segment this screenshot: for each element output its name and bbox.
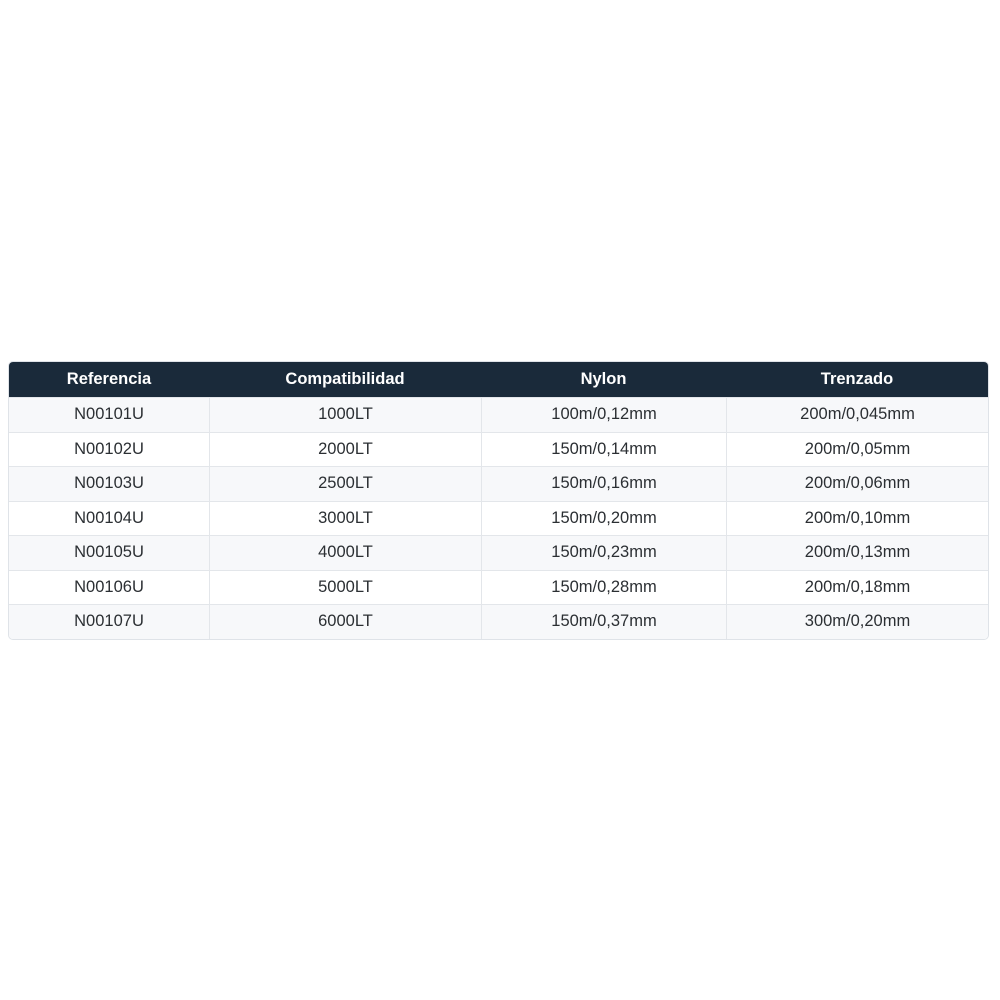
cell-trenzado: 200m/0,05mm (726, 433, 988, 467)
cell-referencia: N00102U (74, 439, 144, 458)
cell-referencia: N00107U (74, 612, 144, 631)
header-referencia: Referencia (66, 370, 152, 388)
cell-referencia: N00101U (74, 405, 144, 424)
cell-nylon: 150m/0,20mm (481, 502, 726, 536)
spec-table (8, 361, 989, 640)
cell-nylon: 150m/0,28mm (481, 571, 726, 605)
table-row (9, 535, 988, 570)
cell-trenzado: 300m/0,20mm (726, 605, 988, 639)
table-row (9, 501, 988, 536)
table-row (9, 570, 988, 605)
cell-nylon: 150m/0,23mm (481, 536, 726, 570)
cell-nylon: 150m/0,16mm (481, 467, 726, 501)
cell-compatibilidad: 2000LT (209, 433, 481, 467)
header-trenzado: Trenzado (820, 370, 894, 388)
table-row (9, 432, 988, 467)
table-header-row (9, 362, 988, 397)
header-compatibilidad: Compatibilidad (285, 370, 405, 388)
cell-compatibilidad: 3000LT (209, 502, 481, 536)
cell-referencia: N00103U (74, 474, 144, 493)
cell-nylon: 100m/0,12mm (481, 398, 726, 432)
cell-referencia: N00105U (74, 543, 144, 562)
cell-referencia: N00106U (74, 577, 144, 596)
cell-compatibilidad: 2500LT (209, 467, 481, 501)
cell-referencia: N00104U (74, 508, 144, 527)
cell-trenzado: 200m/0,06mm (726, 467, 988, 501)
cell-compatibilidad: 4000LT (209, 536, 481, 570)
cell-nylon: 150m/0,14mm (481, 433, 726, 467)
cell-trenzado: 200m/0,10mm (726, 502, 988, 536)
cell-trenzado: 200m/0,045mm (726, 398, 988, 432)
cell-compatibilidad: 5000LT (209, 571, 481, 605)
cell-compatibilidad: 1000LT (209, 398, 481, 432)
table-row (9, 397, 988, 432)
cell-trenzado: 200m/0,13mm (726, 536, 988, 570)
cell-compatibilidad: 6000LT (209, 605, 481, 639)
cell-nylon: 150m/0,37mm (481, 605, 726, 639)
table-row (9, 466, 988, 501)
header-nylon: Nylon (580, 370, 627, 388)
table-row (9, 604, 988, 639)
cell-trenzado: 200m/0,18mm (726, 571, 988, 605)
